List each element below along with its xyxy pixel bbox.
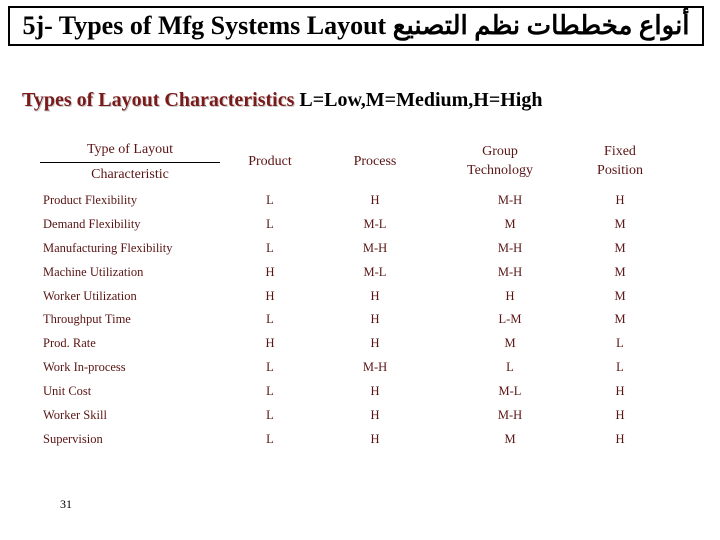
row-characteristic: Throughput Time bbox=[43, 312, 131, 327]
cell-group-technology: M bbox=[504, 431, 516, 446]
cell-fixed-position: M bbox=[614, 240, 626, 255]
column-header-product: Product bbox=[248, 154, 292, 169]
cell-product: H bbox=[265, 336, 275, 351]
cell-product: L bbox=[266, 312, 274, 327]
cell-product: L bbox=[266, 408, 274, 423]
table-row bbox=[40, 404, 690, 428]
cell-fixed-position: H bbox=[615, 384, 625, 399]
row-characteristic: Work In-process bbox=[43, 360, 126, 375]
cell-process: H bbox=[370, 384, 380, 399]
row-characteristic: Worker Skill bbox=[43, 408, 107, 423]
layout-characteristics-table bbox=[40, 189, 690, 452]
table-row bbox=[40, 380, 690, 404]
cell-product: L bbox=[266, 384, 274, 399]
slide-title: 5j- Types of Mfg Systems Layout أنواع مخططات نظم التصنيع bbox=[22, 11, 690, 40]
cell-product: L bbox=[266, 193, 274, 207]
cell-group-technology: M-H bbox=[497, 408, 523, 423]
cell-fixed-position: M bbox=[614, 288, 626, 303]
cell-group-technology: L-M bbox=[498, 312, 522, 327]
cell-process: M-L bbox=[363, 216, 387, 231]
cell-fixed-position: M bbox=[614, 216, 626, 231]
column-header-process: Process bbox=[353, 154, 397, 169]
row-characteristic: Product Flexibility bbox=[43, 193, 138, 207]
table-row bbox=[40, 237, 690, 261]
cell-process: M-H bbox=[362, 360, 388, 375]
cell-group-technology: M-H bbox=[497, 193, 523, 207]
cell-product: H bbox=[265, 288, 275, 303]
table-row bbox=[40, 356, 690, 380]
cell-group-technology: M-H bbox=[497, 264, 523, 279]
cell-product: L bbox=[266, 240, 274, 255]
cell-product: H bbox=[265, 264, 275, 279]
cell-product: L bbox=[266, 431, 274, 446]
row-characteristic: Machine Utilization bbox=[43, 264, 144, 279]
cell-process: H bbox=[370, 312, 380, 327]
cell-fixed-position: M bbox=[614, 312, 626, 327]
table-row bbox=[40, 428, 690, 452]
cell-fixed-position: H bbox=[615, 408, 625, 423]
cell-product: L bbox=[266, 216, 274, 231]
cell-fixed-position: H bbox=[615, 431, 625, 446]
cell-group-technology: M bbox=[504, 336, 516, 351]
cell-fixed-position: H bbox=[615, 193, 625, 207]
header-divider bbox=[40, 162, 220, 163]
row-characteristic: Unit Cost bbox=[43, 384, 92, 399]
cell-process: H bbox=[370, 288, 380, 303]
cell-process: H bbox=[370, 431, 380, 446]
cell-group-technology: M-L bbox=[498, 384, 522, 399]
cell-fixed-position: M bbox=[614, 264, 626, 279]
cell-process: H bbox=[370, 193, 380, 207]
subtitle-legend: L=Low,M=Medium,H=High bbox=[294, 89, 543, 111]
cell-process: M-H bbox=[362, 240, 388, 255]
cell-process: M-L bbox=[363, 264, 387, 279]
row-characteristic: Manufacturing Flexibility bbox=[43, 240, 173, 255]
row-characteristic: Supervision bbox=[43, 431, 103, 446]
page-number: 31 bbox=[60, 497, 72, 511]
cell-product: L bbox=[266, 360, 274, 375]
cell-fixed-position: L bbox=[616, 360, 624, 375]
table-row bbox=[40, 308, 690, 332]
cell-group-technology: H bbox=[505, 288, 515, 303]
table-row bbox=[40, 261, 690, 285]
cell-group-technology: M-H bbox=[497, 240, 523, 255]
cell-group-technology: M bbox=[504, 216, 516, 231]
column-header-fixed-position: Fixed Position bbox=[597, 144, 643, 178]
slide-title-box bbox=[8, 6, 704, 46]
table-row bbox=[40, 332, 690, 356]
row-characteristic: Demand Flexibility bbox=[43, 216, 141, 231]
table-row bbox=[40, 285, 690, 309]
table-row bbox=[40, 189, 690, 213]
header-characteristic: Characteristic bbox=[91, 167, 169, 182]
subtitle-accent: Types of Layout Characteristics bbox=[22, 89, 295, 111]
column-header-group-technology: Group Technology bbox=[467, 144, 533, 178]
table-row bbox=[40, 213, 690, 237]
cell-fixed-position: L bbox=[616, 336, 624, 351]
row-characteristic: Prod. Rate bbox=[43, 336, 96, 351]
cell-process: H bbox=[370, 336, 380, 351]
cell-process: H bbox=[370, 408, 380, 423]
header-type-of-layout: Type of Layout bbox=[86, 142, 174, 157]
cell-group-technology: L bbox=[506, 360, 514, 375]
subtitle bbox=[22, 89, 542, 112]
row-characteristic: Worker Utilization bbox=[43, 288, 137, 303]
